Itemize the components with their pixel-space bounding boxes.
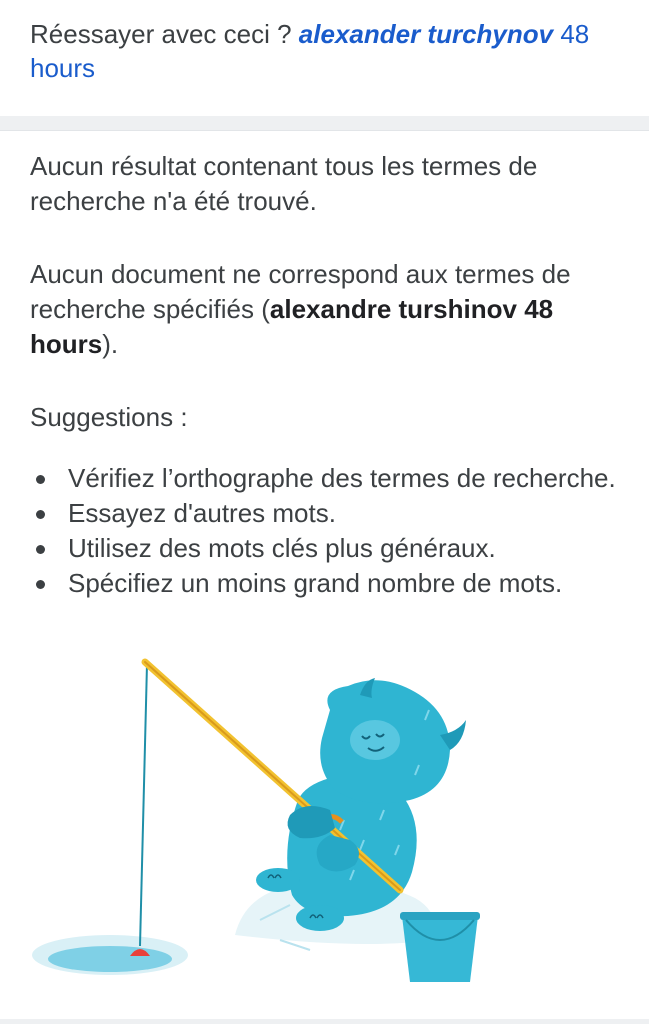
suggestions-title: Suggestions :	[30, 402, 188, 432]
bucket-icon	[402, 916, 478, 982]
no-match-query: alexandre turshinov 48 hours	[30, 294, 554, 359]
yeti-fishing-illustration	[30, 650, 500, 1000]
bucket-rim	[400, 912, 480, 920]
suggestion-item: Essayez d'autres mots.	[30, 496, 619, 531]
section-divider	[0, 116, 649, 131]
no-match-message-start: Aucun document ne correspond aux termes de recherche spécifiés (	[30, 259, 571, 324]
no-results-message: Aucun résultat contenant tous les termes de recherche n'a été trouvé.	[30, 151, 538, 216]
yeti-foot-right	[296, 905, 344, 931]
did-you-mean-query-bold: alexander turchynov	[298, 19, 554, 49]
no-match-message	[30, 257, 619, 362]
suggestion-item: Utilisez des mots clés plus généraux.	[30, 531, 619, 566]
suggestion-item: Vérifiez l’orthographe des termes de recherche.	[30, 461, 619, 496]
yeti-face	[350, 720, 400, 760]
yeti-foot-left	[256, 868, 300, 892]
suggestion-item: Spécifiez un moins grand nombre de mots.	[30, 566, 619, 601]
no-match-message-end: ).	[102, 329, 119, 359]
ice-hole-water	[48, 946, 172, 972]
bottom-divider	[0, 1019, 649, 1024]
no-results-panel	[0, 131, 649, 601]
fishing-line	[140, 664, 147, 946]
did-you-mean-prefix: Réessayer avec ceci ?	[30, 19, 299, 49]
did-you-mean-query-rest: 48 hours	[30, 19, 590, 83]
suggestions-list	[30, 461, 619, 601]
did-you-mean-bar	[0, 0, 649, 116]
